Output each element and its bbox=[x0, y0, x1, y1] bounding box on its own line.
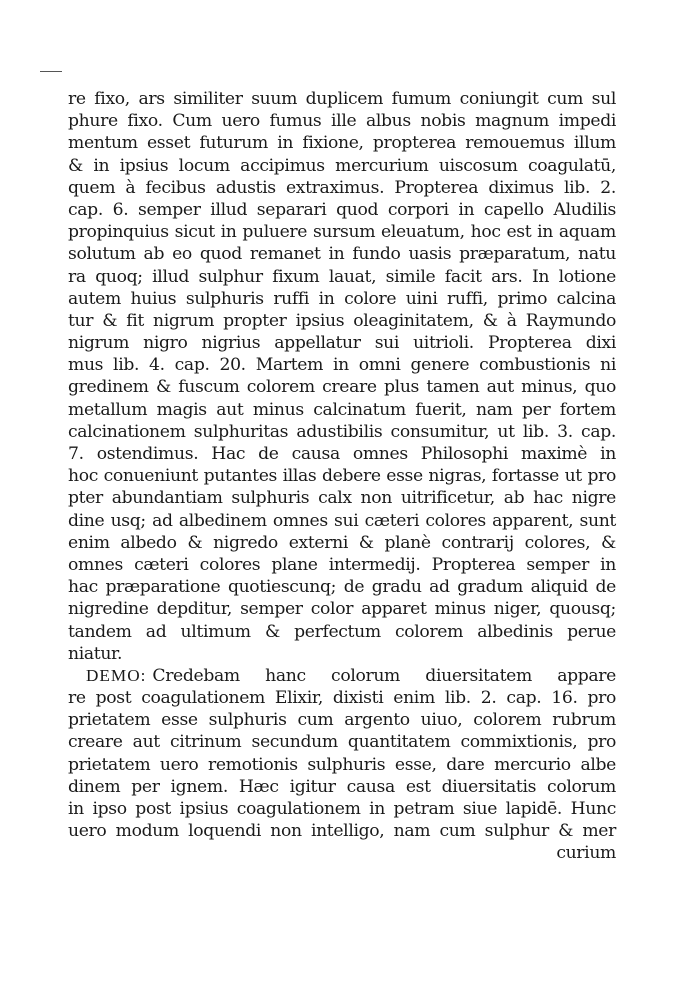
speaker-name: DEMO: bbox=[86, 665, 147, 685]
text-line: in ipso post ipsius coagulationem in petram siue lapidē. Hunc bbox=[68, 799, 616, 819]
body-text bbox=[68, 88, 616, 865]
text-line: hoc conueniunt putantes illas debere esse nigras, fortasse ut pro bbox=[68, 466, 616, 487]
text-line: re fixo, ars similiter suum duplicem fumum coniungit cum sul bbox=[68, 89, 616, 109]
text-line: nigrum nigro nigrius appellatur sui uitrioli. Propterea dixi bbox=[68, 333, 616, 354]
dialogue-text: Credebam hanc colorum diuersitatem appare bbox=[152, 665, 616, 686]
text-line: gredinem & fuscum colorem creare plus tamen aut minus, quo bbox=[68, 377, 616, 398]
text-line: propinquius sicut in puluere sursum eleuatum, hoc est in aquam bbox=[68, 222, 616, 243]
text-line: metallum magis aut minus calcinatum fuerit, nam per fortem bbox=[68, 399, 616, 420]
text-line: pter abundantiam sulphuris calx non uitrificetur, ab hac nigre bbox=[68, 488, 616, 509]
catchword: curium bbox=[556, 843, 616, 864]
text-line: re post coagulationem Elixir, dixisti enim lib. 2. cap. 16. pro bbox=[68, 688, 616, 709]
text-line: phure fixo. Cum uero fumus ille albus nobis magnum impedi bbox=[68, 111, 616, 132]
margin-rule bbox=[40, 71, 62, 72]
text-line: cap. 6. semper illud separari quod corpori in capello Aludilis bbox=[68, 199, 616, 220]
text-line: uero modum loquendi non intelligo, nam cum sulphur & mer bbox=[68, 821, 616, 842]
text-line: niatur. bbox=[68, 643, 123, 664]
text-line: nigredine depditur, semper color apparet minus niger, quousq; bbox=[68, 599, 616, 620]
text-line: & in ipsius locum accipimus mercurium uiscosum coagulatū, bbox=[68, 155, 616, 176]
text-line: creare aut citrinum secundum quantitatem commixtionis, pro bbox=[68, 732, 616, 753]
text-line: solutum ab eo quod remanet in fundo uasis præparatum, natu bbox=[68, 244, 616, 265]
text-line: enim albedo & nigredo externi & planè contrarij colores, & bbox=[68, 532, 616, 553]
text-line: mus lib. 4. cap. 20. Martem in omni genere combustionis ni bbox=[68, 355, 616, 376]
text-line: 7. ostendimus. Hac de causa omnes Philosophi maximè in bbox=[68, 444, 616, 464]
text-line: hac præparatione quotiescunq; de gradu ad gradum aliquid de bbox=[68, 577, 616, 598]
text-line: tandem ad ultimum & perfectum colorem albedinis perue bbox=[68, 621, 616, 642]
text-line: tur & fit nigrum propter ipsius oleaginitatem, & à Raymundo bbox=[68, 310, 616, 331]
dialogue-line bbox=[68, 665, 616, 687]
text-line: quem à fecibus adustis extraximus. Propterea diximus lib. 2. bbox=[68, 177, 616, 198]
text-line: prietatem esse sulphuris cum argento uiuo, colorem rubrum bbox=[68, 710, 616, 731]
text-line: dinem per ignem. Hæc igitur causa est diuersitatis colorum bbox=[68, 776, 616, 797]
text-line: dine usq; ad albedinem omnes sui cæteri colores apparent, sunt bbox=[68, 510, 616, 531]
text-line: mentum esset futurum in fixione, propterea remouemus illum bbox=[68, 133, 616, 154]
text-line: calcinationem sulphuritas adustibilis consumitur, ut lib. 3. cap. bbox=[68, 421, 616, 442]
text-line: prietatem uero remotionis sulphuris esse, dare mercurio albe bbox=[68, 754, 616, 775]
text-line: autem huius sulphuris ruffi in colore uini ruffi, primo calcina bbox=[68, 288, 616, 309]
text-line: omnes cæteri colores plane intermedij. Propterea semper in bbox=[68, 554, 616, 575]
text-line: ra quoq; illud sulphur fixum lauat, simile facit ars. In lotione bbox=[68, 266, 616, 287]
